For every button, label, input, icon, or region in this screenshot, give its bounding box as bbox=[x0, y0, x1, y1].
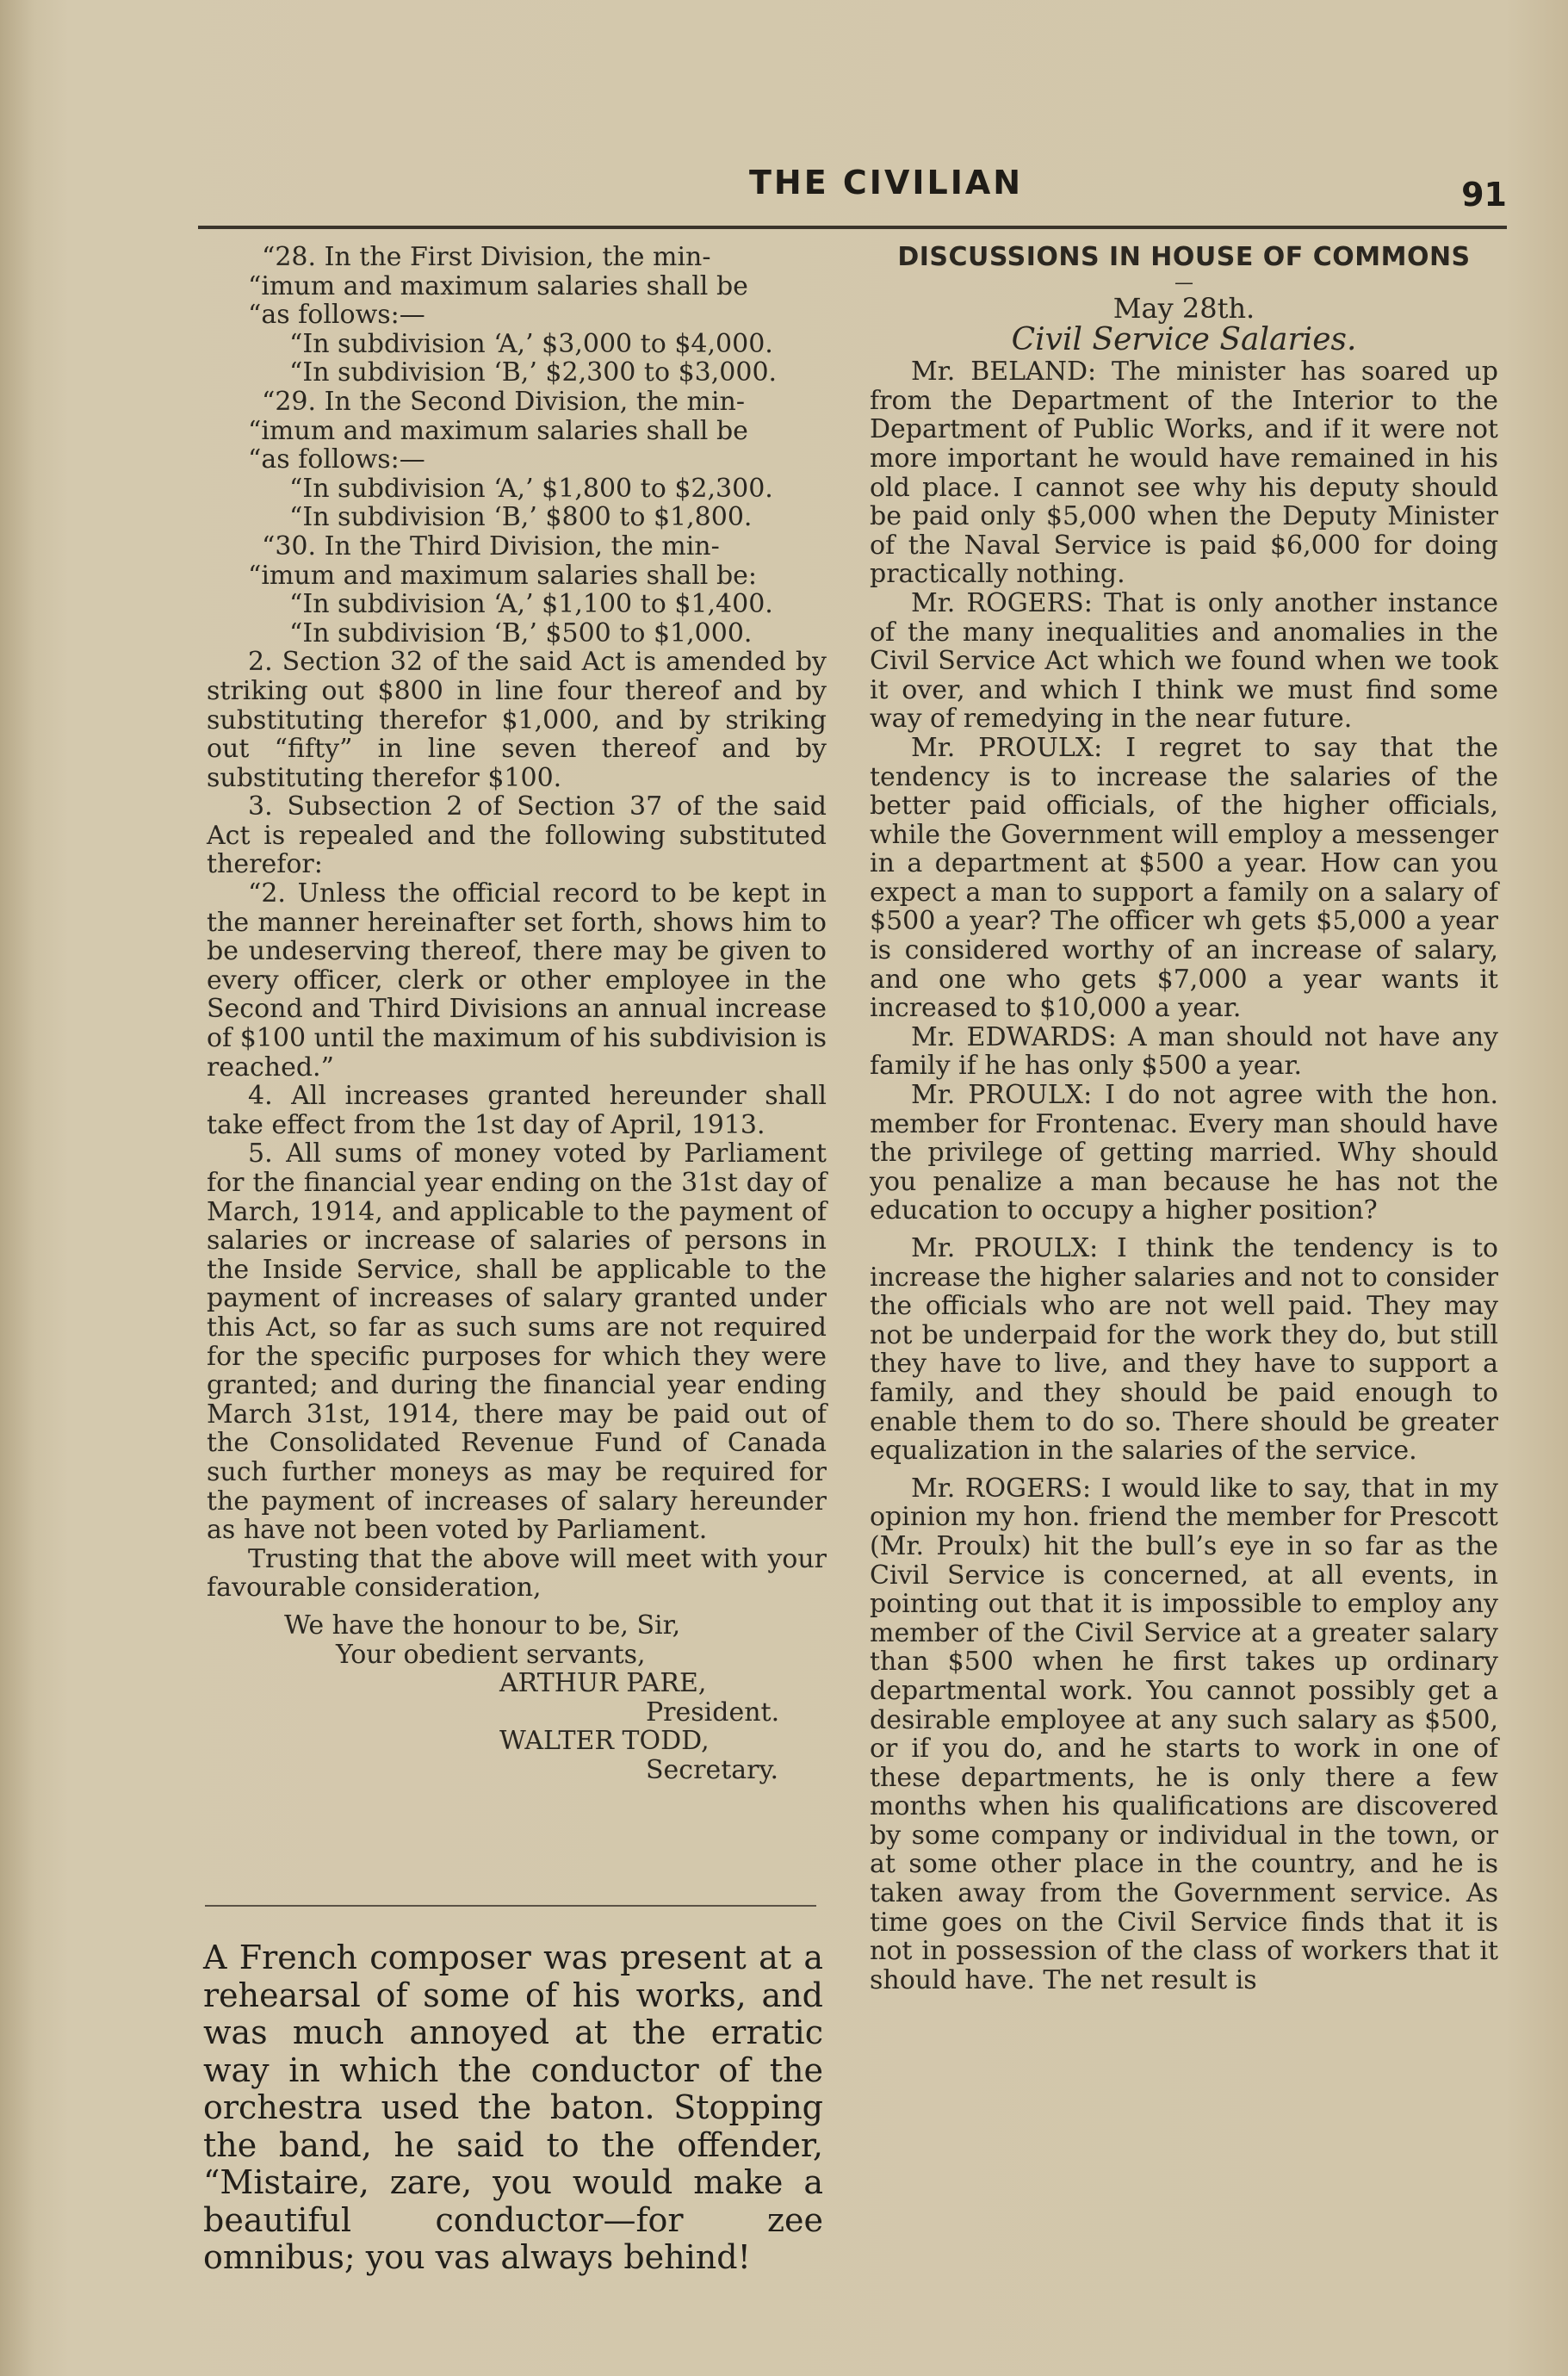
debate-paragraph: Mr. PROULX: I do not agree with the hon. member for Frontenac. Every man should have the privilege of getting married. Why should you penalize a man because he has not the education to occupy a higher position? bbox=[870, 1080, 1498, 1226]
statute-line: “29. In the Second Division, the min- bbox=[262, 386, 745, 417]
statute-line: “imum and maximum salaries shall be bbox=[248, 415, 748, 446]
section-title: DISCUSSIONS IN HOUSE OF COMMONS bbox=[897, 242, 1471, 272]
date-line: May 28th. bbox=[1112, 291, 1255, 325]
debate-paragraph: Mr. PROULX: I think the tendency is to increase the higher salaries and not to consider the officials who are not well paid. They may not be underpaid for the work they do, but still they have to live, and they have to support a family, and they should be paid enough to enable them to do so. There should be greater equalization in the salaries of the service. bbox=[870, 1233, 1498, 1467]
statute-line: “In subdivision ‘B,’ $800 to $1,800. bbox=[289, 502, 753, 533]
closing-line: We have the honour to be, Sir, bbox=[284, 1610, 681, 1641]
section-3-quote: “2. Unless the official record to be kept in the manner hereinafter set forth, shows him to be undeserving thereof, there may be given to every officer, clerk or other employee in the Second and Third Divisions an annual increase of $100 until the maximum of his subdivision is reached.” bbox=[207, 878, 827, 1083]
section-2-paragraph: 2. Section 32 of the said Act is amended by striking out $800 in line four thereof and by substituting therefor $1,000, and by striking out “fifty” in line seven thereof and by substituting therefor $100. bbox=[207, 647, 827, 793]
statute-line: “as follows:— bbox=[248, 300, 425, 331]
statute-line: “In subdivision ‘A,’ $3,000 to $4,000. bbox=[289, 328, 773, 359]
statute-line: “imum and maximum salaries shall be bbox=[248, 270, 748, 301]
debate-paragraph: Mr. PROULX: I regret to say that the tendency is to increase the salaries of the better paid officials, of the higher officials, while the Government will employ a messenger in a department at $500 a year. How can you expect a man to support a family on a salary of $500 a year? The officer wh gets $5,000 a year is considered worthy of an increase of salary, and one who gets $7,000 a year wants it increased to $10,000 a year. bbox=[870, 732, 1498, 1024]
statute-line: “In subdivision ‘B,’ $500 to $1,000. bbox=[289, 617, 753, 648]
signer-title: Secretary. bbox=[646, 1754, 778, 1785]
page-header bbox=[198, 164, 1507, 233]
right-column bbox=[870, 243, 1498, 1994]
debate-paragraph: Mr. ROGERS: That is only another instance of the many inequalities and anomalies in the Civil Service Act which we found when we took it over, and which I think we must find some way of remedying in the near future. bbox=[870, 587, 1498, 735]
statute-line: “30. In the Third Division, the min- bbox=[262, 530, 720, 561]
page-number: 91 bbox=[1461, 176, 1507, 214]
statute-line: “In subdivision ‘A,’ $1,800 to $2,300. bbox=[289, 473, 773, 504]
statute-line: “In subdivision ‘A,’ $1,100 to $1,400. bbox=[289, 589, 773, 620]
anecdote-paragraph: A French composer was present at a rehearsal of some of his works, and was much annoyed at the erratic way in which the conductor of the orchestra used the baton. Stopping the band, he said to the offender, “Mistaire, zare, you would make a beautiful conductor—for zee omnibus; you vas always behind! bbox=[203, 1939, 823, 2276]
debate-paragraph: Mr. BELAND: The minister has soared up from the Department of the Interior to the Department of Public Works, and if it were not more important he would have remained in his old place. I cannot see why his deputy should be paid only $5,000 when the Deputy Minister of the Naval Service is paid $6,000 for doing practically nothing. bbox=[870, 357, 1498, 590]
trusting-paragraph: Trusting that the above will meet with your favourable consideration, bbox=[207, 1543, 827, 1604]
debate-paragraph: Mr. ROGERS: I would like to say, that in my opinion my hon. friend the member for Prescott (Mr. Proulx) hit the bull’s eye in so far as the Civil Service is concerned, at all events, in pointing out that it is impossible to employ any member of the Civil Service at a greater salary than $500 when he first takes up ordinary departmental work. You cannot possibly get a desirable employee at any such salary as $500, or if you do, and he starts to work in one of these departments, he is only there a few months when his qualifications are discovered by some company or individual in the town, or at some other place in the country, and he is taken away from the Government service. As time goes on the Civil Service finds that it is not in possession of the class of workers that it should have. The net result is bbox=[870, 1473, 1498, 1995]
signer-title: President. bbox=[646, 1697, 780, 1728]
statute-line: “28. In the First Division, the min- bbox=[262, 242, 711, 272]
column-divider bbox=[205, 1905, 816, 1907]
statute-line: “In subdivision ‘B,’ $2,300 to $3,000. bbox=[289, 357, 778, 388]
statute-line: “as follows:— bbox=[248, 444, 425, 475]
left-column bbox=[207, 243, 827, 1784]
statute-line: “imum and maximum salaries shall be: bbox=[248, 560, 758, 591]
header-rule bbox=[198, 226, 1507, 229]
signer-name: ARTHUR PARE, bbox=[499, 1668, 707, 1699]
running-title: THE CIVILIAN bbox=[749, 164, 1024, 202]
debate-paragraph: Mr. EDWARDS: A man should not have any family if he has only $500 a year. bbox=[870, 1021, 1498, 1082]
title-dash: — bbox=[1174, 271, 1193, 294]
section-4-paragraph: 4. All increases granted hereunder shall take effect from the 1st day of April, 1913. bbox=[207, 1081, 827, 1140]
closing-line: Your obedient servants, bbox=[336, 1639, 646, 1670]
section-3-paragraph: 3. Subsection 2 of Section 37 of the said Act is repealed and the following substituted therefor: bbox=[207, 791, 827, 880]
section-5-paragraph: 5. All sums of money voted by Parliament for the financial year ending on the 31st day of March, 1914, and applicable to the payment of salaries or increase of salaries of persons in the Inside Service, shall be applicable to the payment of increases of salary granted under this Act, so far as such sums are not required for the specific purposes for which they were granted; and during the financial year ending March 31st, 1914, there may be paid out of the Consolidated Revenue Fund of Canada such further moneys as may be required for the payment of increases of salary hereunder as have not been voted by Parliament. bbox=[207, 1138, 827, 1546]
subtitle: Civil Service Salaries. bbox=[1011, 322, 1357, 358]
signer-name: WALTER TODD, bbox=[499, 1726, 710, 1757]
